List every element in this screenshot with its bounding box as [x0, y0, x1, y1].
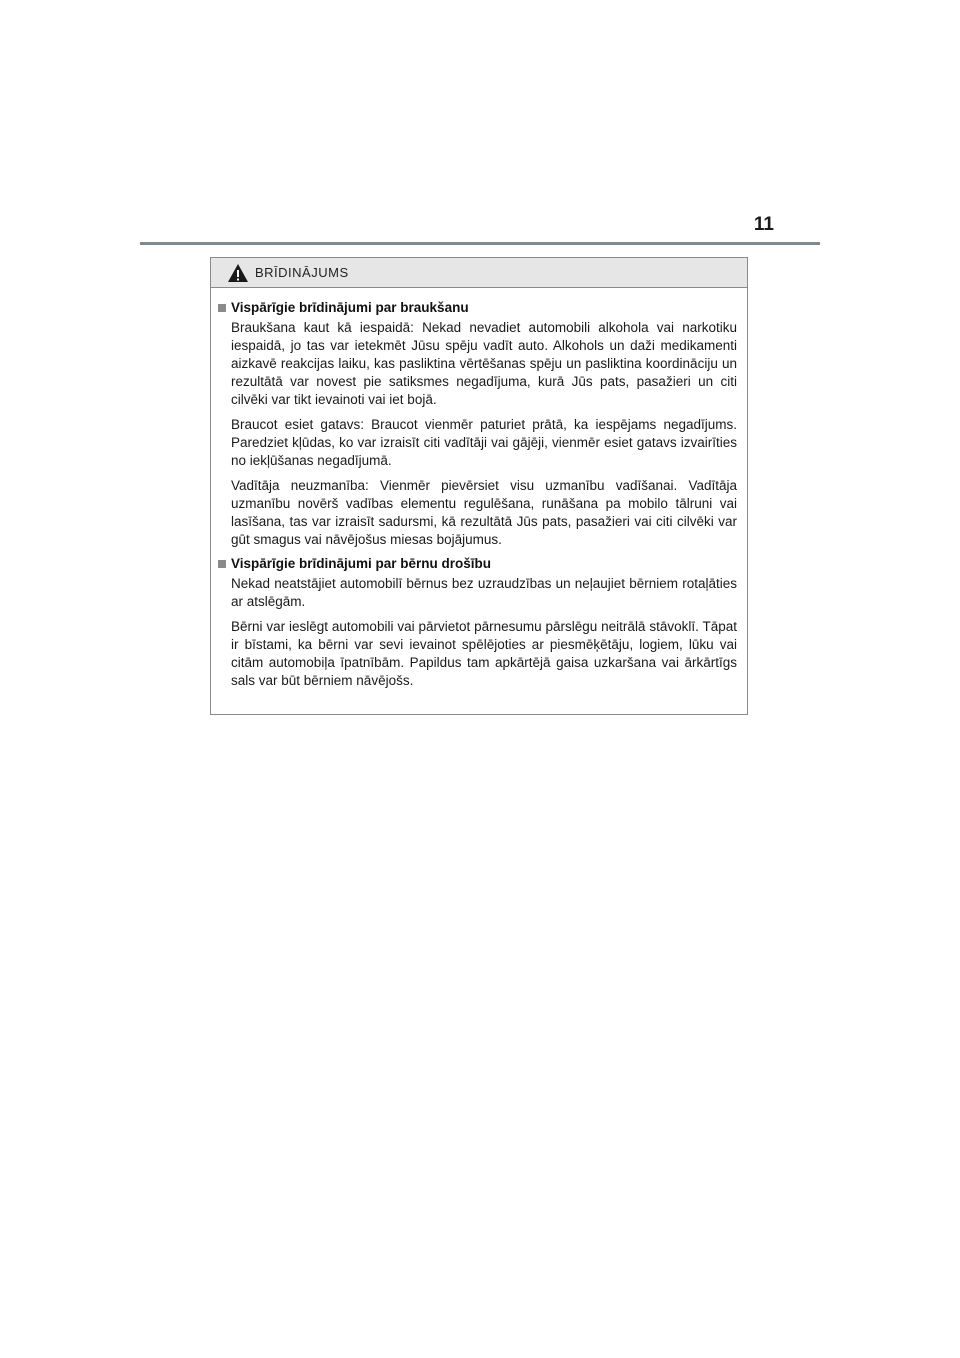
paragraph: Braucot esiet gatavs: Braucot vienmēr paturiet prātā, ka iespējams negadījums. Paredziet kļūdas, ko var izraisīt citi vadītāji vai gājēji, vienmēr esiet gatavs izvairīties no iekļūšanas negadījumā.: [231, 417, 737, 468]
section-driving: [217, 300, 737, 549]
square-bullet-icon: [218, 304, 226, 312]
paragraph: Braukšana kaut kā iespaidā: Nekad nevadiet automobili alkohola vai narkotiku iespaidā, jo tas var ietekmēt Jūsu spēju vadīt auto. Alkohols un daži medikamenti aizkavē reakcijas laiku, kas pasliktina vērtēšanas spēju un pasliktina koordināciju un rezultātā var novest pie satiksmes negadījuma, kurā Jūs pats, pasažieri un citi cilvēki var tikt ievainoti vai iet bojā.: [231, 320, 737, 407]
header-rule: [140, 242, 820, 245]
warning-box: [210, 257, 748, 715]
section-heading-text: Vispārīgie brīdinājumi par bērnu drošību: [231, 556, 492, 571]
square-bullet-icon: [218, 560, 226, 568]
warning-header: [211, 258, 747, 288]
paragraph: Bērni var ieslēgt automobili vai pārvietot pārnesumu pārslēgu neitrālā stāvoklī. Tāpat ir bīstami, ka bērni var sevi ievainot spēlējoties ar piesmēķētāju, logiem, lūku vai citām automobiļa īpatnībām. Papildus tam apkārtējā gaisa uzkaršana vai ārkārtīgs sals var būt bērniem nāvējošs.: [231, 619, 737, 688]
warning-body: [211, 288, 747, 690]
warning-triangle-icon: [227, 263, 249, 283]
paragraph: Vadītāja neuzmanība: Vienmēr pievērsiet visu uzmanību vadīšanai. Vadītāja uzmanību novērš vadības elementu regulēšana, runāšana pa mobilo tālruni vai lasīšana, tas var izraisīt sadursmi, kā rezultātā Jūs pats, pasažieri vai citi cilvēki var gūt smagus vai nāvējošus miesas bojājumus.: [231, 478, 737, 547]
section-heading: [217, 556, 737, 571]
page-number: 11: [753, 214, 774, 235]
section-heading-text: Vispārīgie brīdinājumi par braukšanu: [231, 300, 469, 315]
section-child-safety: [217, 556, 737, 690]
section-heading: [217, 300, 737, 315]
paragraph: Nekad neatstājiet automobilī bērnus bez uzraudzības un neļaujiet bērniem rotaļāties ar atslēgām.: [231, 576, 737, 609]
warning-title: BRĪDINĀJUMS: [255, 265, 349, 280]
